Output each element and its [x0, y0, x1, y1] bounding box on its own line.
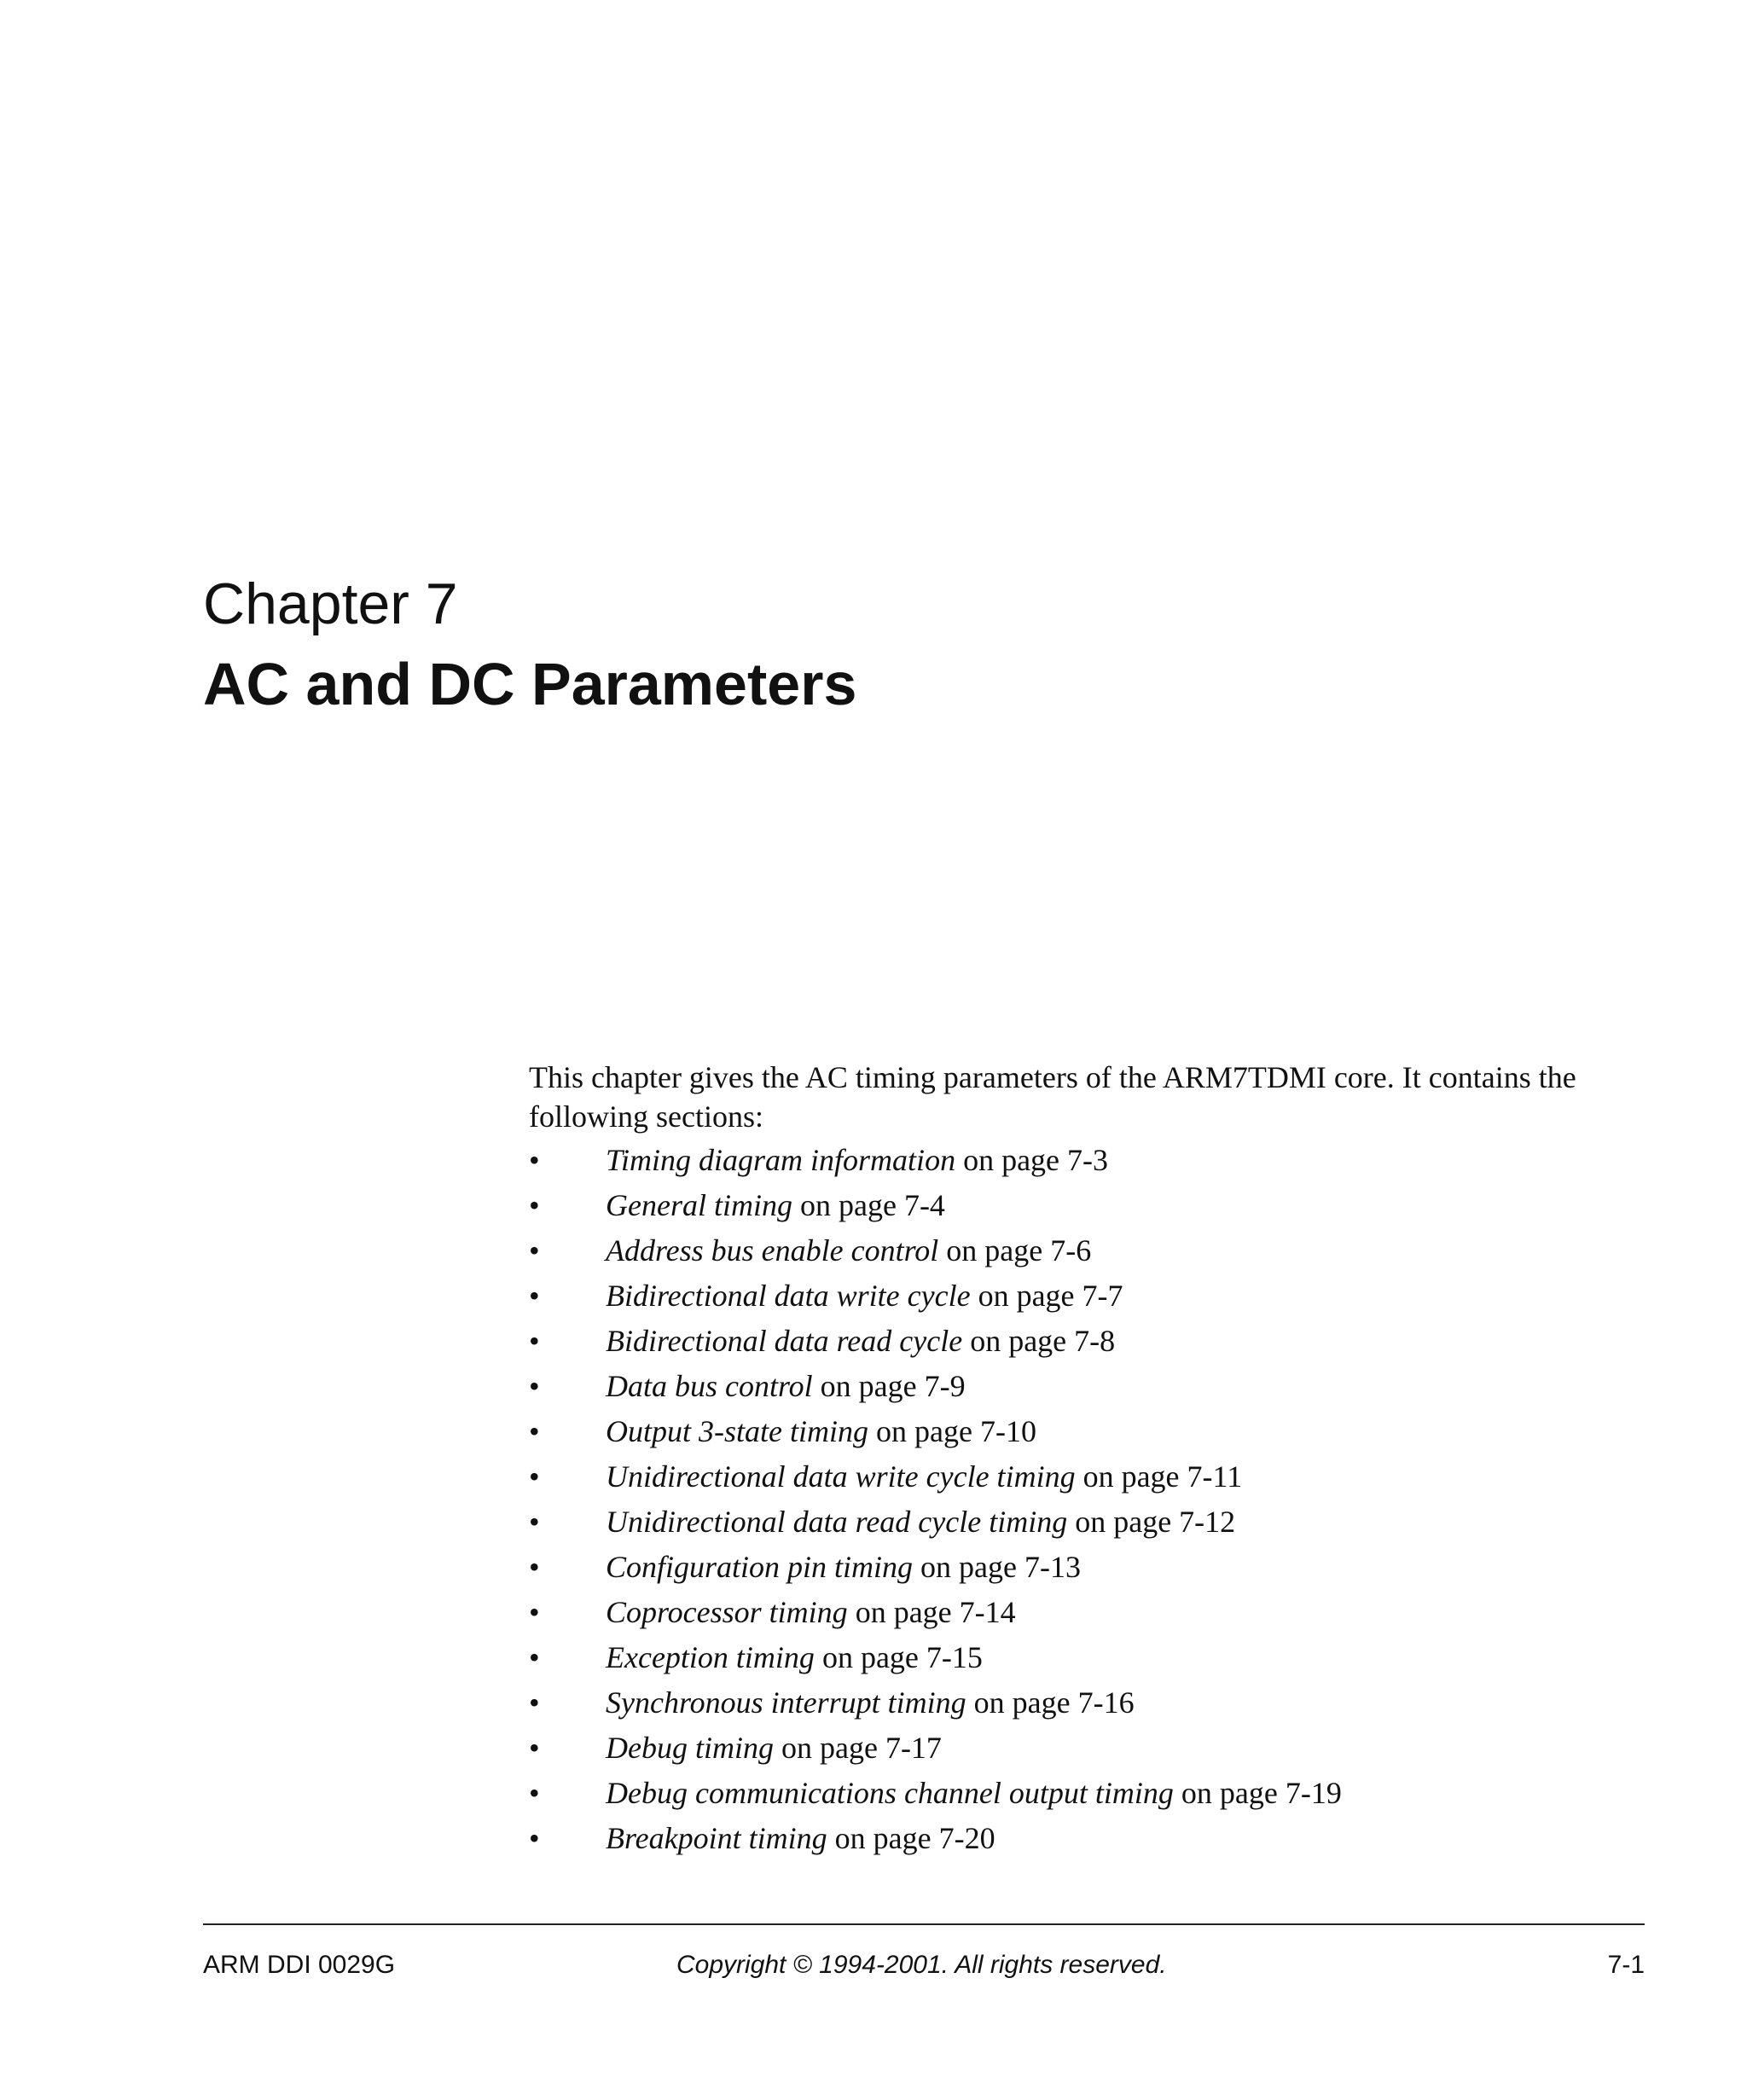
section-link[interactable]: Breakpoint timing: [606, 1821, 827, 1855]
bullet: •: [529, 1776, 540, 1810]
page-reference: on page 7-8: [970, 1324, 1116, 1358]
section-list-item[interactable]: [529, 1635, 1663, 1680]
bullet: •: [529, 1188, 540, 1222]
bullet: •: [529, 1369, 540, 1403]
section-list-item[interactable]: [529, 1273, 1663, 1319]
section-list-item[interactable]: [529, 1319, 1663, 1364]
bullet: •: [529, 1279, 540, 1313]
bullet: •: [529, 1233, 540, 1268]
section-list-item[interactable]: [529, 1183, 1663, 1228]
page-reference: on page 7-15: [821, 1640, 983, 1674]
section-list-item[interactable]: [529, 1816, 1663, 1861]
page-reference: on page 7-19: [1181, 1776, 1342, 1810]
section-list-item[interactable]: [529, 1138, 1663, 1183]
page-reference: on page 7-13: [920, 1550, 1081, 1584]
copyright-notice: Copyright © 1994-2001. All rights reserved.: [676, 1951, 1167, 1979]
bullet: •: [529, 1685, 540, 1720]
bullet: •: [529, 1550, 540, 1584]
section-link[interactable]: Coprocessor timing: [606, 1595, 848, 1629]
bullet: •: [529, 1459, 540, 1494]
section-link[interactable]: Timing diagram information: [606, 1143, 956, 1177]
section-list-item[interactable]: [529, 1409, 1663, 1454]
section-link[interactable]: Address bus enable control: [606, 1233, 939, 1268]
section-list-item[interactable]: [529, 1771, 1663, 1816]
bullet: •: [529, 1505, 540, 1539]
section-link[interactable]: Configuration pin timing: [606, 1550, 914, 1584]
page-reference: on page 7-4: [799, 1188, 945, 1222]
section-link[interactable]: General timing: [606, 1188, 792, 1222]
page-reference: on page 7-16: [973, 1685, 1135, 1720]
section-list-item[interactable]: [529, 1228, 1663, 1273]
page-number: 7-1: [1607, 1951, 1645, 1979]
page-reference: on page 7-17: [781, 1731, 942, 1765]
page-reference: on page 7-6: [946, 1233, 1092, 1268]
section-link[interactable]: Unidirectional data write cycle timing: [606, 1459, 1076, 1494]
section-link[interactable]: Data bus control: [606, 1369, 813, 1403]
section-link[interactable]: Synchronous interrupt timing: [606, 1685, 966, 1720]
page-reference: on page 7-3: [963, 1143, 1109, 1177]
bullet: •: [529, 1414, 540, 1448]
section-link[interactable]: Exception timing: [606, 1640, 815, 1674]
section-link[interactable]: Bidirectional data read cycle: [606, 1324, 963, 1358]
page-reference: on page 7-20: [834, 1821, 995, 1855]
page-reference: on page 7-11: [1082, 1459, 1243, 1494]
section-list-item[interactable]: [529, 1454, 1663, 1500]
page-footer: [203, 1948, 1645, 1982]
section-list-item[interactable]: [529, 1500, 1663, 1545]
section-link[interactable]: Unidirectional data read cycle timing: [606, 1505, 1068, 1539]
chapter-title: AC and DC Parameters: [203, 651, 857, 717]
document-id: ARM DDI 0029G: [203, 1951, 396, 1979]
bullet: •: [529, 1731, 540, 1765]
bullet: •: [529, 1640, 540, 1674]
page-reference: on page 7-12: [1075, 1505, 1236, 1539]
bullet: •: [529, 1324, 540, 1358]
section-list: [529, 1138, 1663, 1861]
footer-rule: [203, 1923, 1645, 1925]
bullet: •: [529, 1143, 540, 1177]
section-list-item[interactable]: [529, 1545, 1663, 1590]
page-reference: on page 7-10: [876, 1414, 1036, 1448]
bullet: •: [529, 1821, 540, 1855]
section-link[interactable]: Bidirectional data write cycle: [606, 1279, 971, 1313]
section-link[interactable]: Output 3-state timing: [606, 1414, 868, 1448]
page-reference: on page 7-14: [855, 1595, 1016, 1629]
intro-paragraph: This chapter gives the AC timing parameters of the ARM7TDMI core. It contains the following sections:: [529, 1060, 1576, 1134]
page-reference: on page 7-9: [820, 1369, 966, 1403]
bullet: •: [529, 1595, 540, 1629]
section-list-item[interactable]: [529, 1680, 1663, 1726]
section-list-item[interactable]: [529, 1364, 1663, 1409]
section-link[interactable]: Debug timing: [606, 1731, 774, 1765]
section-list-item[interactable]: [529, 1590, 1663, 1635]
section-list-item[interactable]: [529, 1726, 1663, 1771]
page-reference: on page 7-7: [978, 1279, 1123, 1313]
chapter-label: Chapter 7: [203, 571, 458, 636]
section-link[interactable]: Debug communications channel output timing: [606, 1776, 1174, 1810]
